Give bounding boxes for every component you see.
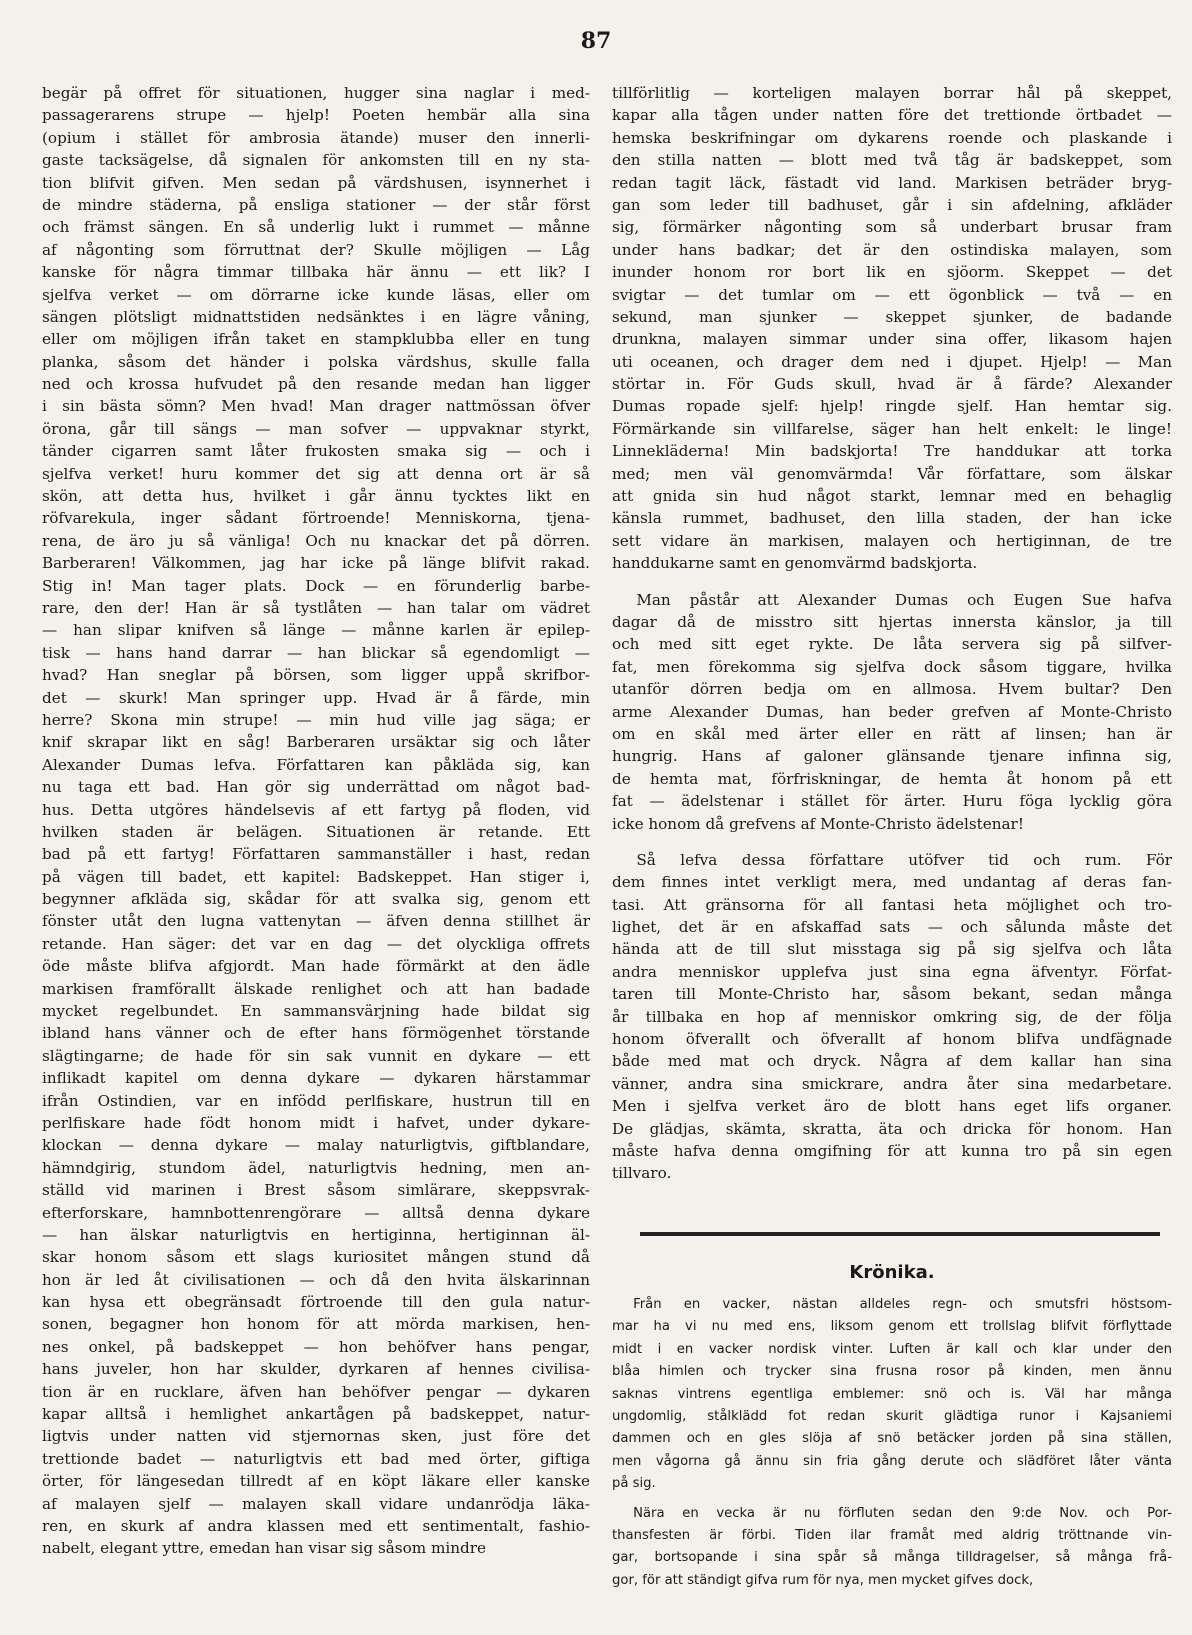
text-line: Nära en vecka är nu förfluten sedan den 9:de Nov. och Por- [633,1505,1172,1521]
text-line: hus. Detta utgöres händelsevis af ett fartyg på floden, vid [42,800,590,819]
paragraph-fantasi [612,849,1172,1185]
text-line: Förmärkande sin villfarelse, säger han helt enkelt: le linge! [612,419,1172,438]
text-line: hungrig. Hans af galoner glänsande tjenare infinna sig, [612,747,1172,766]
text-line: hämndgirig, stundom ädel, naturligtvis hedning, men an- [42,1158,590,1177]
text-line: De glädjas, skämta, skratta, äta och dricka för honom. Han [612,1119,1172,1138]
text-line: saknas vintrens egentliga emblemer: snö och is. Väl har många [612,1386,1172,1402]
text-line: af malayen sjelf — malayen skall vidare undanrödja läka- [42,1494,590,1513]
text-line: under hans badkar; det är den ostindiska malayen, som [612,240,1172,259]
text-line: svigtar — det tumlar om — ett ögonblick — två — en [612,285,1172,304]
text-line: perlfiskare hade födt honom midt i hafvet, under dykare- [42,1113,590,1132]
paragraph-badskeppet [612,82,1172,575]
text-line: tillvaro. [612,1164,672,1183]
text-line: — han slipar knifven så länge — månne karlen är epilep- [42,621,590,640]
text-line: att gnida sin hud något starkt, lemnar med en behaglig [612,487,1172,506]
text-line: rena, de äro ju så vänliga! Och nu knackar det på dörren. [42,531,590,550]
text-line: men vågorna gå ännu sin fria gång derute och slädföret låter vänta [612,1453,1172,1469]
text-line: det — skurk! Man springer upp. Hvad är å färde, min [42,688,590,707]
text-line: ned och krossa hufvudet på den resande medan han ligger [42,375,590,394]
text-line: år tillbaka en hop af menniskor omkring sig, de der följa [612,1007,1172,1026]
text-line: sekund, man sjunker — skeppet sjunker, de badande [612,307,1172,326]
text-line: hemska beskrifningar om dykarens roende och plaskande i [612,128,1172,147]
text-line: känsla rummet, badhuset, den lilla staden, der han icke [612,509,1172,528]
text-line: hvilken staden är belägen. Situationen är retande. Ett [42,822,590,841]
text-line: och med sitt eget rykte. De låta servera sig på silfver- [612,635,1172,654]
text-line: och främst sängen. En så underlig lukt i rummet — månne [42,218,590,237]
text-line: måste hafva denna omgifning för att kunna tro på sin egen [612,1141,1172,1160]
text-line: kan hysa ett obegränsadt förtroende till den gula natur- [42,1293,590,1312]
text-line: örter, för längesedan tillredt af en köpt läkare eller kanske [42,1472,590,1491]
text-line: ungdomlig, stålklädd fot redan skurit glädtiga runor i Kajsaniemi [612,1408,1172,1424]
text-line: sig, förmärker någonting som så underbart brusar fram [612,218,1172,237]
text-line: gar, bortsopande i sina spår så många tilldragelser, så många frå- [612,1550,1172,1566]
text-line: herre? Skona min strupe! — min hud ville jag säga; er [42,710,590,729]
text-line: störtar in. För Guds skull, hvad är å färde? Alexander [612,375,1172,394]
text-line: sonen, begagner hon honom för att mörda markisen, hen- [42,1315,590,1334]
text-line: Alexander Dumas lefva. Författaren kan påkläda sig, kan [42,755,590,774]
left-column [42,82,590,1560]
text-line: Så lefva dessa författare utöfver tid och rum. För [636,850,1172,869]
text-line: taren till Monte-Christo har, såsom bekant, sedan många [612,985,1172,1004]
text-line: hans juveler, hon har skulder, dyrkaren af hennes civilisa- [42,1360,590,1379]
text-line: tion blifvit gifven. Men sedan på värdshusen, isynnerhet i [42,173,590,192]
text-line: gaste tacksägelse, då signalen för ankomsten till en ny sta- [42,151,590,170]
text-line: handdukarne samt en genomvärmd badskjorta. [612,554,978,573]
text-line: på sig. [612,1476,656,1492]
text-line: hvad? Han sneglar på börsen, som ligger uppå skrifbor- [42,666,590,685]
text-line: om en skål med ärter eller en rätt af linsen; han är [612,724,1172,743]
text-line: begynner afkläda sig, skådar för att svalka sig, genom ett [42,890,590,909]
text-line: arme Alexander Dumas, han beder grefven af Monte-Christo [612,702,1172,721]
text-line: trettionde badet — naturligtvis ett bad med örter, giftiga [42,1449,590,1468]
chronicle-paragraph-2 [612,1503,1172,1593]
text-line: mar ha vi nu med ens, liksom genom ett trollslag blifvit förflyttade [612,1319,1172,1335]
text-line: — han älskar naturligtvis en hertiginna, hertiginnan äl- [42,1225,590,1244]
text-line: Men i sjelfva verket äro de blott hans eget lifs organer. [612,1097,1172,1116]
text-line: eller om möjligen ifrån taket en stampklubba eller en tung [42,330,590,349]
text-line: blåa himlen och trycker sina frusna rosor på kinden, men ännu [612,1364,1172,1380]
text-line: markisen framförallt älskade renlighet och att han badade [42,979,590,998]
text-line: kapar alltså i hemlighet ankartågen på badskeppet, natur- [42,1405,590,1424]
text-line: vänner, andra sina smickrare, andra åter sina medarbetare. [612,1074,1172,1093]
text-line: på vägen till badet, ett kapitel: Badskeppet. Han stiger i, [42,867,590,886]
text-line: nabelt, elegant yttre, emedan han visar sig såsom mindre [42,1539,486,1558]
text-line: röfvarekula, inger sådant förtroende! Menniskorna, tjena- [42,509,590,528]
text-line: inunder honom ror bort lik en sjöorm. Skeppet — det [612,263,1172,282]
text-line: slägtingarne; de hade för sin sak vunnit en dykare — ett [42,1046,590,1065]
text-line: midt i en vacker nordisk vinter. Luften är kall och klar under den [612,1341,1172,1357]
text-line: gor, för att ständigt gifva rum för nya, men mycket gifves dock, [612,1572,1034,1588]
text-line: mycket regelbundet. En sammansvärjning hade bildat sig [42,1002,590,1021]
text-line: tasi. Att gränsorna för all fantasi heta möjlighet och tro- [612,895,1172,914]
text-line: Från en vacker, nästan alldeles regn- och smutsfri höstsom- [633,1297,1172,1312]
text-line: de mindre städerna, på ensliga stationer — der står först [42,195,590,214]
text-line: planka, såsom det händer i polska värdshus, skulle falla [42,352,590,371]
section-divider [640,1232,1160,1236]
text-line: bad på ett fartyg! Författaren sammanställer i hast, redan [42,845,590,864]
right-column [612,82,1172,1185]
chronicle-paragraph-1 [612,1294,1172,1496]
text-line: hända att de till slut misstaga sig på sig sjelfva och låta [612,940,1172,959]
text-line: redan tagit läck, fästadt vid land. Markisen beträder bryg- [612,173,1172,192]
text-line: öde måste blifva afgjordt. Man hade förmärkt at den ädle [42,957,590,976]
text-line: hon är led åt civilisationen — och då den hvita älskarinnan [42,1270,590,1289]
text-line: ren, en skurk af andra klassen med ett sentimentalt, fashio- [42,1517,590,1535]
text-line: sett vidare än markisen, malayen och hertiginnan, de tre [612,531,1172,550]
text-line: thansfesten är förbi. Tiden ilar framåt med aldrig tröttnande vin- [612,1527,1172,1543]
text-line: ifrån Ostindien, var en infödd perlfiskare, hustrun till en [42,1091,590,1110]
text-line: sängen plötsligt midnattstiden nedsänktes i en lägre våning, [42,307,590,326]
text-line: honom öfverallt och öfverallt af honom blifva undfägnade [612,1030,1172,1049]
text-line: nu taga ett bad. Han gör sig underrättad om något bad- [42,778,590,797]
text-line: kapar alla tågen under natten före det trettionde örtbadet — [612,106,1172,125]
text-line: klockan — denna dykare — malay naturligtvis, giftblandare, [42,1136,590,1155]
text-line: dagar då de misstro sitt hjertas innersta känslor, ja till [612,612,1172,631]
text-line: af någonting som förruttnat der? Skulle möjligen — Låg [42,240,590,259]
text-line: icke honom då grefvens af Monte-Christo ädelstenar! [612,814,1024,833]
text-line: knif skrapar likt en såg! Barberaren ursäktar sig och låter [42,733,590,752]
text-line: tillförlitlig — korteligen malayen borrar hål på skeppet, [612,84,1172,102]
text-line: lighet, det är en afskaffad sats — och sålunda måste det [612,918,1172,937]
text-line: sjelfva verket — om dörrarne icke kunde läsas, eller om [42,285,590,304]
text-line: tion är en rucklare, äfven han behöfver pengar — dykaren [42,1382,590,1401]
text-line: retande. Han säger: det var en dag — det olyckliga offrets [42,934,590,953]
text-line: inflikadt kapitel om denna dykare — dykaren härstammar [42,1069,590,1088]
text-line: kanske för några timmar tillbaka här ännu — ett lik? I [42,263,590,282]
text-line: begär på offret för situationen, hugger sina naglar i med- [42,84,590,102]
text-line: dammen och en gles slöja af snö betäcker jorden på sina ställen, [612,1431,1172,1447]
text-line: fat — ädelstenar i stället för ärter. Huru föga lycklig göra [612,792,1172,811]
text-line: utanför dörren bedja om en allmosa. Hvem bultar? Den [612,680,1172,699]
text-line: efterforskare, hamnbottenrengörare — alltså denna dykare [42,1203,590,1222]
text-line: Dumas ropade sjelf: hjelp! ringde sjelf. Han hemtar sig. [612,397,1172,416]
text-line: andra menniskor upplefva just sina egna äfventyr. Förfat- [612,962,1172,981]
text-line: Man påstår att Alexander Dumas och Eugen Sue hafva [636,590,1172,609]
text-line: både med mat och dryck. Några af dem kallar han sina [612,1052,1172,1071]
text-line: Stig in! Man tager plats. Dock — en förunderlig barbe- [42,576,590,595]
text-line: uti oceanen, och drager dem ned i djupet. Hjelp! — Man [612,352,1172,371]
text-line: tänder cigarren samt låter frukosten smaka sig — och i [42,442,590,461]
text-line: skön, att detta hus, hvilket i går ännu tycktes likt en [42,487,590,506]
text-line: fat, men förekomma sig sjelfva dock såsom tiggare, hvilka [612,657,1172,676]
text-line: skar honom såsom ett slags kuriositet mången stund då [42,1248,590,1267]
text-line: rare, den der! Han är så tystlåten — han talar om vädret [42,598,590,617]
paragraph-dumas-sue [612,589,1172,835]
text-line: nes onkel, på badskeppet — hon behöfver hans pengar, [42,1337,590,1356]
text-line: tisk — hans hand darrar — han blickar så egendomligt — [42,643,590,662]
page-number: 87 [580,28,612,54]
text-line: med; men väl genomvärmda! Vår författare, som älskar [612,464,1172,483]
text-line: den stilla natten — blott med två tåg är badskeppet, som [612,151,1172,170]
text-line: passagerarens strupe — hjelp! Poeten hembär alla sina [42,106,590,125]
text-line: ställd vid marinen i Brest såsom simlärare, skeppsvrak- [42,1181,590,1200]
text-line: Barberaren! Välkommen, jag har icke på länge blifvit rakad. [42,554,590,573]
text-line: fönster utåt den lugna vattenytan — äfven denna stillhet är [42,912,590,931]
text-line: i sin bästa sömn? Men hvad! Man drager nattmössan öfver [42,397,590,416]
text-line: de hemta mat, förfriskningar, de hemta åt honom på ett [612,769,1172,788]
text-line: sjelfva verket! huru kommer det sig att denna ort är så [42,464,590,483]
section-title: Krönika. [849,1262,935,1283]
text-line: gan som leder till badhuset, går i sin afdelning, afkläder [612,195,1172,214]
text-line: drunkna, malayen simmar under sina offer, likasom hajen [612,330,1172,349]
text-line: ibland hans vänner och de efter hans förmögenhet törstande [42,1024,590,1043]
text-line: örona, går till sängs — man sofver — uppvaknar styrkt, [42,419,590,438]
text-line: dem finnes intet verkligt mera, med undantag af deras fan- [612,873,1172,892]
text-line: ligtvis under natten vid stjernornas sken, just före det [42,1427,590,1446]
chronicle-text [612,1294,1172,1592]
text-line: Linnekläderna! Min badskjorta! Tre handdukar att torka [612,442,1172,461]
text-line: (opium i stället för ambrosia ätande) muser den innerli- [42,128,590,147]
